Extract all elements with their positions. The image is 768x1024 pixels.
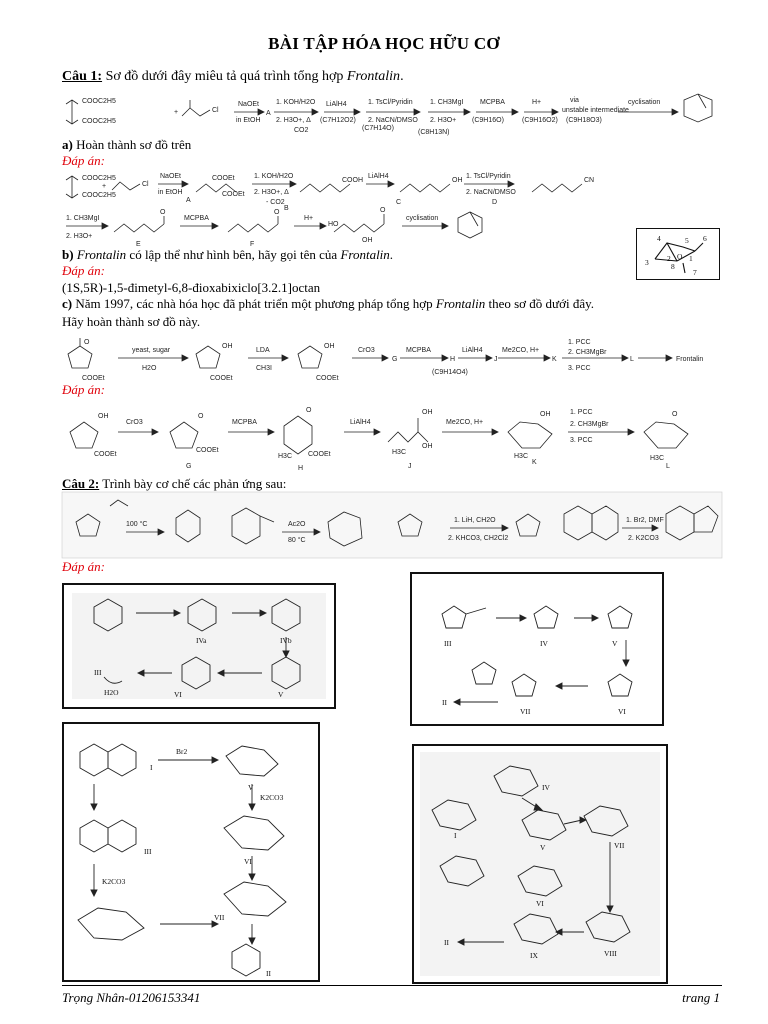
mech2-label: VII xyxy=(520,707,531,716)
footer-rule xyxy=(62,985,722,986)
svg-text:cyclisation: cyclisation xyxy=(406,215,439,222)
svg-text:G: G xyxy=(186,463,192,470)
svg-text:COOEt: COOEt xyxy=(308,451,331,458)
svg-text:OH: OH xyxy=(222,343,233,350)
svg-text:A: A xyxy=(266,110,271,117)
stereo-num: 7 xyxy=(693,268,697,277)
mech4-label: VIII xyxy=(604,949,617,958)
question-1b-compound-2: Frontalin xyxy=(340,247,390,262)
mech2-label: V xyxy=(612,639,618,648)
question-1c-compound: Frontalin xyxy=(435,296,486,311)
stereo-num: 2 xyxy=(667,254,671,263)
question-1c-text-3: Hãy hoàn thành sơ đồ này. xyxy=(62,314,201,329)
svg-text:LDA: LDA xyxy=(256,347,270,354)
footer-page-number: trang 1 xyxy=(682,990,720,1005)
svg-text:Me2CO, H+: Me2CO, H+ xyxy=(502,347,540,354)
svg-text:3. PCC: 3. PCC xyxy=(568,365,591,372)
svg-text:1. PCC: 1. PCC xyxy=(568,339,591,346)
svg-text:Frontalin: Frontalin xyxy=(676,356,704,363)
svg-text:COOEt: COOEt xyxy=(210,375,233,382)
svg-text:2. NaCN/DMSO: 2. NaCN/DMSO xyxy=(466,189,516,196)
svg-text:COOEt: COOEt xyxy=(222,191,245,198)
svg-text:OH: OH xyxy=(98,413,109,420)
svg-text:(C8H13N): (C8H13N) xyxy=(418,129,450,136)
stereo-num: 5 xyxy=(685,236,689,245)
question-1a xyxy=(62,137,191,153)
svg-text:CN: CN xyxy=(584,177,595,184)
svg-text:COOEt: COOEt xyxy=(316,375,339,382)
svg-text:CH3I: CH3I xyxy=(256,365,272,372)
frontalin-stereo-box xyxy=(636,228,720,280)
svg-text:A: A xyxy=(186,197,191,204)
mech3-label: Br2 xyxy=(176,747,188,756)
svg-text:MCPBA: MCPBA xyxy=(406,347,431,354)
stereo-num: 4 xyxy=(657,234,661,243)
svg-text:1. TsCl/Pyridin: 1. TsCl/Pyridin xyxy=(368,99,413,106)
mech1-label: IVa xyxy=(196,636,207,645)
svg-text:2. H3O+: 2. H3O+ xyxy=(66,233,93,240)
svg-text:CO2: CO2 xyxy=(294,127,309,134)
svg-text:2. H3O+: 2. H3O+ xyxy=(430,117,457,124)
mech4-label: IV xyxy=(542,783,550,792)
mech2-label: VI xyxy=(618,707,626,716)
svg-text:J: J xyxy=(408,463,412,470)
svg-text:2. H3O+, Δ: 2. H3O+, Δ xyxy=(254,189,289,196)
mechanism-box-3 xyxy=(62,722,320,982)
q2-condition: 100 °C xyxy=(126,521,148,528)
q2-condition: Ac2O xyxy=(288,521,306,528)
mech4-label: II xyxy=(444,938,449,947)
svg-text:NaOEt: NaOEt xyxy=(238,101,260,108)
question-1-label: Câu 1: xyxy=(62,69,103,84)
svg-text:COOEt: COOEt xyxy=(212,175,235,182)
svg-text:(C9H14O4): (C9H14O4) xyxy=(432,369,468,376)
svg-text:H+: H+ xyxy=(304,215,314,222)
question-1c-label: c) xyxy=(62,296,73,311)
mech3-label: K2CO3 xyxy=(260,793,284,802)
mech3-label: III xyxy=(144,847,152,856)
svg-text:COOC2H5: COOC2H5 xyxy=(82,192,116,199)
svg-text:O: O xyxy=(198,413,204,420)
svg-text:O: O xyxy=(380,207,386,214)
svg-text:(C9H16O2): (C9H16O2) xyxy=(522,117,558,124)
mech3-label: V xyxy=(248,783,254,792)
svg-text:MCPBA: MCPBA xyxy=(232,419,257,426)
question-1-line: Câu 1: Sơ đồ dưới đây miêu tả quá trình tổng hợp Frontalin. xyxy=(62,69,404,84)
question-1a-text: Hoàn thành sơ đồ trên xyxy=(76,137,192,152)
mech4-label: IX xyxy=(530,951,538,960)
svg-text:Me2CO, H+: Me2CO, H+ xyxy=(446,419,484,426)
svg-text:O: O xyxy=(160,209,166,216)
svg-text:E: E xyxy=(136,241,141,248)
svg-text:2. CH3MgBr: 2. CH3MgBr xyxy=(570,421,609,428)
question-1-compound: Frontalin xyxy=(346,69,401,84)
svg-text:1. PCC: 1. PCC xyxy=(570,409,593,416)
stereo-num: 8 xyxy=(671,262,675,271)
svg-text:1. TsCl/Pyridin: 1. TsCl/Pyridin xyxy=(466,173,511,180)
mech2-label: IV xyxy=(540,639,548,648)
svg-text:G: G xyxy=(392,356,398,363)
svg-text:OH: OH xyxy=(422,409,433,416)
svg-text:O: O xyxy=(274,209,280,216)
svg-text:OH: OH xyxy=(324,343,335,350)
mech2-label: III xyxy=(444,639,452,648)
svg-text:J: J xyxy=(494,356,498,363)
svg-text:in EtOH: in EtOH xyxy=(236,117,261,124)
svg-text:- CO2: - CO2 xyxy=(266,199,285,206)
answer-2-label: Đáp án: xyxy=(62,559,105,574)
scheme-1-question xyxy=(62,90,722,140)
svg-text:(C7H14O): (C7H14O) xyxy=(362,125,394,132)
question-2-label: Câu 2: xyxy=(62,476,100,491)
q2-condition: 2. K2CO3 xyxy=(628,535,659,542)
svg-text:H+: H+ xyxy=(532,99,542,106)
svg-text:COOEt: COOEt xyxy=(82,375,105,382)
question-1b-label: b) xyxy=(62,247,74,262)
svg-text:D: D xyxy=(492,199,498,206)
svg-text:MCPBA: MCPBA xyxy=(480,99,505,106)
svg-text:Cl: Cl xyxy=(142,181,149,188)
svg-text:COOC2H5: COOC2H5 xyxy=(82,98,116,105)
answer-1a-label: Đáp án: xyxy=(62,153,105,168)
mech4-label: VII xyxy=(614,841,625,850)
svg-text:L: L xyxy=(630,356,634,363)
svg-text:LiAlH4: LiAlH4 xyxy=(326,101,347,108)
svg-text:2. CH3MgBr: 2. CH3MgBr xyxy=(568,349,607,356)
mech1-label: III xyxy=(94,668,102,677)
question-2-reactions xyxy=(62,492,722,562)
svg-text:1. CH3MgI: 1. CH3MgI xyxy=(430,99,464,106)
svg-text:H: H xyxy=(298,465,304,472)
svg-text:unstable intermediate: unstable intermediate xyxy=(562,107,629,114)
svg-text:1. KOH/H2O: 1. KOH/H2O xyxy=(276,99,316,106)
answer-scheme-1c xyxy=(62,402,722,472)
svg-text:CrO3: CrO3 xyxy=(126,419,143,426)
question-1b-text: có lập thể như hình bên, hãy gọi tên của xyxy=(129,247,338,262)
footer-author: Trọng Nhân-01206153341 xyxy=(62,990,201,1005)
svg-text:H3C: H3C xyxy=(514,453,529,460)
svg-text:yeast, sugar: yeast, sugar xyxy=(132,347,171,354)
mech3-label: VI xyxy=(244,857,252,866)
svg-text:+: + xyxy=(102,183,107,190)
answer-1c-label: Đáp án: xyxy=(62,382,105,397)
q2-condition: 80 °C xyxy=(288,537,306,544)
page-title: BÀI TẬP HÓA HỌC HỮU CƠ xyxy=(268,34,500,53)
question-1b: b) Frontalin có lập thể như hình bên, hãy gọi tên của Frontalin. xyxy=(62,247,394,262)
svg-text:cyclisation: cyclisation xyxy=(628,99,661,106)
svg-text:1. CH3MgI: 1. CH3MgI xyxy=(66,215,100,222)
svg-text:COOEt: COOEt xyxy=(94,451,117,458)
question-1c-text-2: theo sơ đồ dưới đây. xyxy=(488,296,595,311)
svg-text:3. PCC: 3. PCC xyxy=(570,437,593,444)
svg-text:O: O xyxy=(672,411,678,418)
svg-text:LiAlH4: LiAlH4 xyxy=(350,419,371,426)
mechanism-box-4 xyxy=(412,744,668,984)
svg-text:2. NaCN/DMSO: 2. NaCN/DMSO xyxy=(368,117,418,124)
question-2-text: Trình bày cơ chế các phản ứng sau: xyxy=(102,476,287,491)
mech4-label: I xyxy=(454,831,457,840)
mechanism-box-1 xyxy=(62,583,336,709)
svg-text:(C9H18O3): (C9H18O3) xyxy=(566,117,602,124)
mech1-label: IVb xyxy=(280,636,292,645)
mech2-label: II xyxy=(442,698,447,707)
svg-text:via: via xyxy=(570,97,579,104)
stereo-num: 3 xyxy=(645,258,649,267)
svg-text:K: K xyxy=(532,459,537,466)
question-1c xyxy=(62,296,594,312)
question-1-text: Sơ đồ dưới đây miêu tả quá trình tổng hợp xyxy=(105,69,344,84)
svg-text:H2O: H2O xyxy=(142,365,157,372)
question-1b-compound: Frontalin xyxy=(76,247,127,262)
svg-text:HO: HO xyxy=(328,221,339,228)
svg-text:NaOEt: NaOEt xyxy=(160,173,182,180)
svg-text:COOEt: COOEt xyxy=(196,447,219,454)
q2-condition: 1. Br2, DMF xyxy=(626,517,664,524)
mech1-label: H2O xyxy=(104,688,119,697)
svg-text:COOC2H5: COOC2H5 xyxy=(82,118,116,125)
svg-text:OH: OH xyxy=(362,237,373,244)
stereo-num: 6 xyxy=(703,234,707,243)
svg-text:H: H xyxy=(450,356,456,363)
mech3-label: K2CO3 xyxy=(102,877,126,886)
mech1-label: V xyxy=(278,690,284,699)
svg-text:1. KOH/H2O: 1. KOH/H2O xyxy=(254,173,294,180)
svg-text:2. H3O+, Δ: 2. H3O+, Δ xyxy=(276,117,311,124)
svg-text:K: K xyxy=(552,356,557,363)
svg-text:H3C: H3C xyxy=(278,453,293,460)
stereo-num: O xyxy=(677,252,683,261)
svg-text:in EtOH: in EtOH xyxy=(158,189,183,196)
answer-1b-text: (1S,5R)-1,5-đimetyl-6,8-đioxabixiclo[3.2.1]octan xyxy=(62,280,321,295)
stereo-num: 1 xyxy=(689,254,693,263)
scheme-1c-question xyxy=(62,336,722,386)
mech3-label: VII xyxy=(214,913,225,922)
mechanism-box-2 xyxy=(410,572,664,726)
svg-text:H3C: H3C xyxy=(650,455,665,462)
answer-1b-label: Đáp án: xyxy=(62,263,105,278)
mech3-label: II xyxy=(266,969,271,978)
svg-text:LiAlH4: LiAlH4 xyxy=(462,347,483,354)
svg-text:O: O xyxy=(306,407,312,414)
svg-text:B: B xyxy=(284,205,289,212)
svg-text:C: C xyxy=(396,199,402,206)
svg-text:OH: OH xyxy=(540,411,551,418)
svg-text:MCPBA: MCPBA xyxy=(184,215,209,222)
svg-text:F: F xyxy=(250,241,255,248)
svg-text:H3C: H3C xyxy=(392,449,407,456)
svg-text:OH: OH xyxy=(422,443,433,450)
svg-text:+: + xyxy=(174,109,179,116)
mech4-label: VI xyxy=(536,899,544,908)
q2-condition: 1. LiH, CH2O xyxy=(454,517,496,524)
svg-text:(C9H16O): (C9H16O) xyxy=(472,117,504,124)
svg-text:Cl: Cl xyxy=(212,107,219,114)
svg-text:COOC2H5: COOC2H5 xyxy=(82,175,116,182)
svg-text:CrO3: CrO3 xyxy=(358,347,375,354)
svg-text:O: O xyxy=(84,339,90,346)
question-1a-label: a) xyxy=(62,137,73,152)
q2-condition: 2. KHCO3, CH2Cl2 xyxy=(448,535,509,542)
question-2-line xyxy=(62,476,286,492)
mech3-label: I xyxy=(150,763,153,772)
svg-text:COOH: COOH xyxy=(342,177,363,184)
svg-text:(C7H12O2): (C7H12O2) xyxy=(320,117,356,124)
svg-text:LiAlH4: LiAlH4 xyxy=(368,173,389,180)
mech1-label: VI xyxy=(174,690,182,699)
answer-scheme-1a xyxy=(62,170,722,250)
mech4-label: V xyxy=(540,843,546,852)
svg-text:L: L xyxy=(666,463,670,470)
question-1c-text-1: Năm 1997, các nhà hóa học đã phát triển một phương pháp tổng hợp xyxy=(75,296,433,311)
svg-text:OH: OH xyxy=(452,177,463,184)
